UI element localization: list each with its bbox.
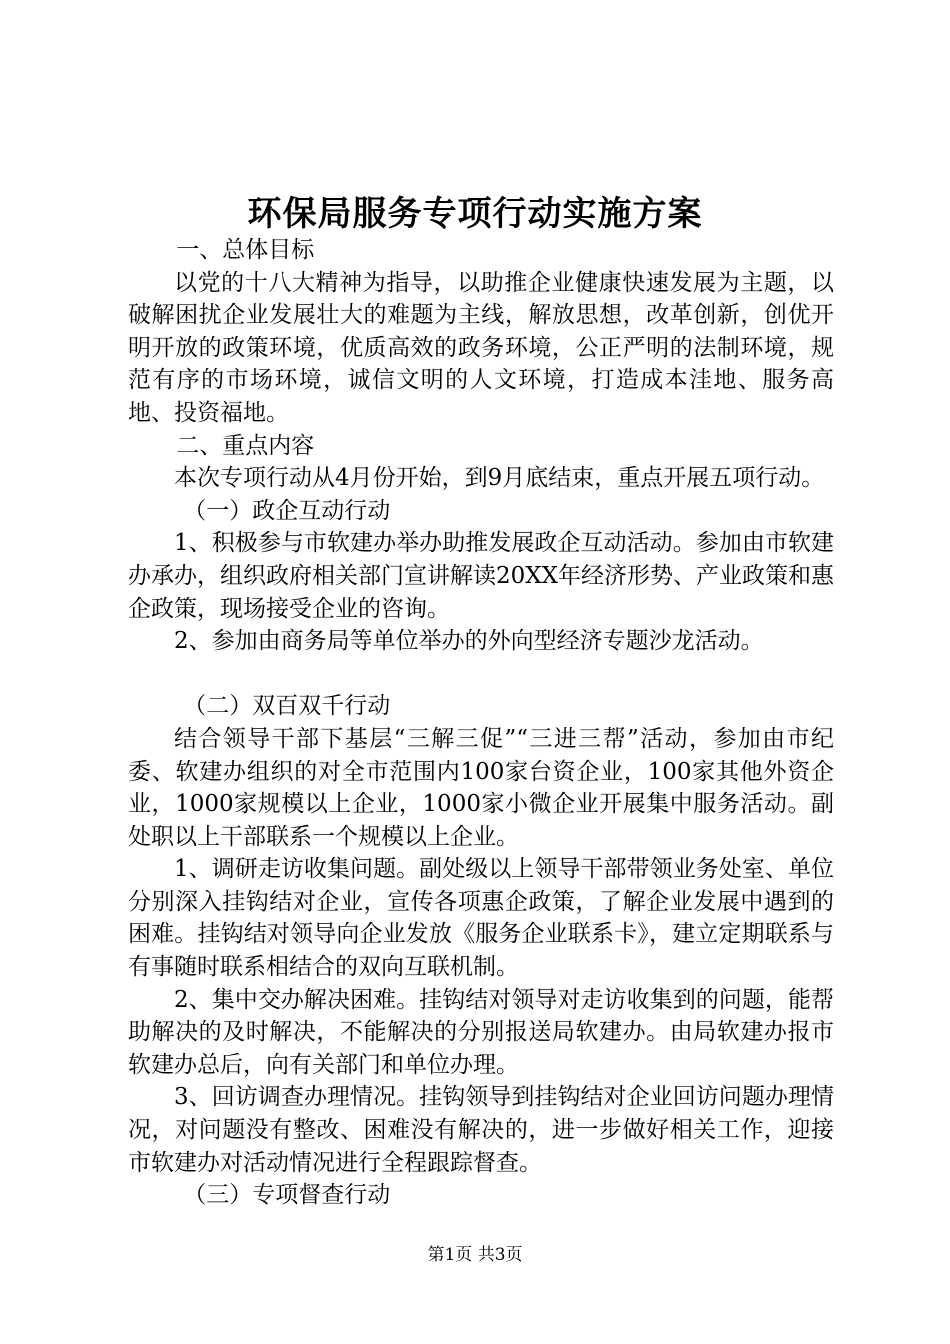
body-paragraph: 3、回访调查办理情况。挂钩领导到挂钩结对企业回访问题办理情况，对问题没有整改、困难没有解决的，进一步做好相关工作，迎接市软建办对活动情况进行全程跟踪督查。 [128,1084,834,1176]
section-heading: 一、总体目标 [176,237,315,263]
body-paragraph: 本次专项行动从4月份开始，到9月底结束，重点开展五项行动。 [174,465,825,492]
section-heading: 二、重点内容 [176,432,315,459]
body-paragraph: 以党的十八大精神为指导，以助推企业健康快速发展为主题，以破解困扰企业发展壮大的难题为主线，解放思想，改革创新，创优开明开放的政策环境，优质高效的政务环境，公正严明的法制环境，规范有序的市场环境，诚信文明的人文环境，打造成本洼地、服务高地、投资福地。 [128,269,834,426]
body-paragraph: 1、积极参与市软建办举办助推发展政企互动活动。参加由市软建办承办，组织政府相关部门宣讲解读20XX年经济形势、产业政策和惠企政策，现场接受企业的咨询。 [128,530,835,622]
body-paragraph: 1、调研走访收集问题。副处级以上领导干部带领业务处室、单位分别深入挂钩结对企业，宣传各项惠企政策，了解企业发展中遇到的困难。挂钩结对领导向企业发放《服务企业联系卡》，建立定期联系与有事随时联系相结合的双向互联机制。 [128,856,834,981]
body-paragraph: 结合领导干部下基层“三解三促”“三进三帮”活动，参加由市纪委、软建办组织的对全市范围内100家台资企业，100家其他外资企业，1000家规模以上企业，1000家小微企业开展集中服务活动。副处职以上干部联系一个规模以上企业。 [128,725,834,850]
body-paragraph: 2、集中交办解决困难。挂钩结对领导对走访收集到的问题，能帮助解决的及时解决，不能解决的分别报送局软建办。由局软建办报市软建办总后，向有关部门和单位办理。 [128,986,834,1078]
body-paragraph: 2、参加由商务局等单位举办的外向型经济专题沙龙活动。 [174,628,764,655]
subsection-heading: （二）双百双千行动 [183,693,391,720]
paragraph-spacer [128,658,834,691]
document-title: 环保局服务专项行动实施方案 [247,194,703,234]
subsection-heading: （一）政企互动行动 [183,497,391,524]
document-body [128,234,834,1212]
subsection-heading: （三）专项督查行动 [183,1182,391,1209]
page-number-footer: 第1页 共3页 [427,1245,523,1265]
